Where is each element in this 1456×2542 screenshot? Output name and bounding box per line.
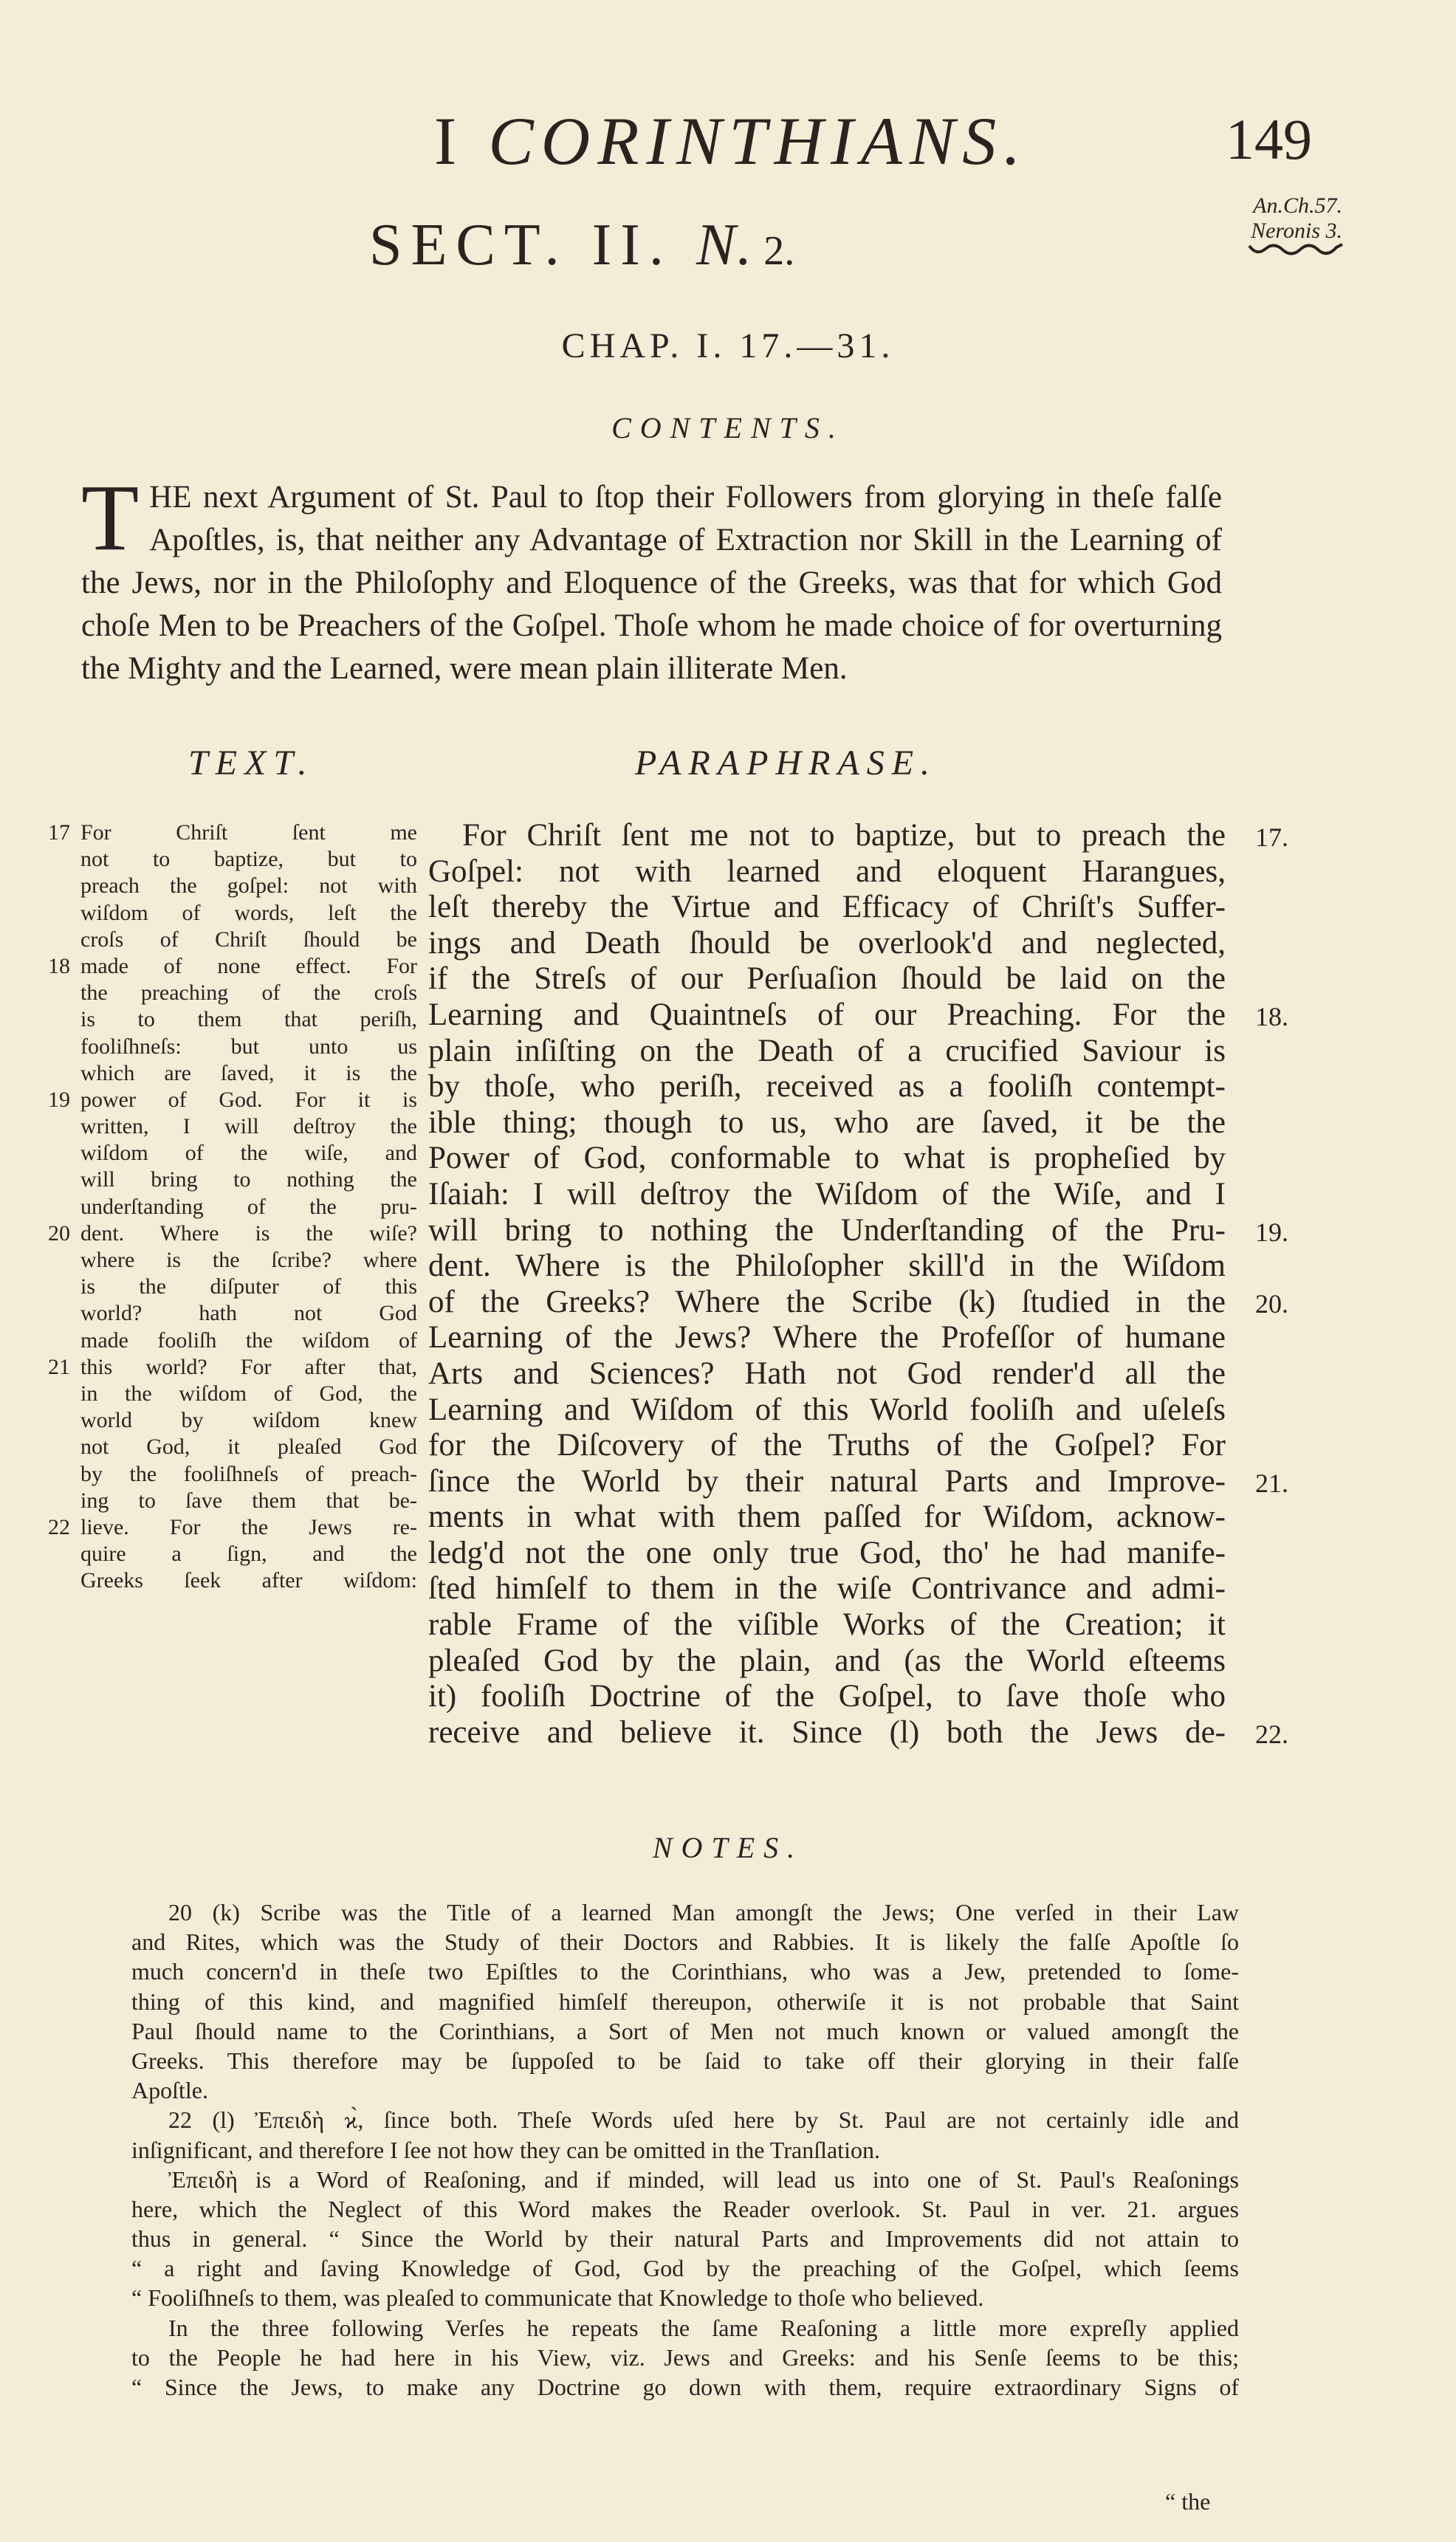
- text-line-content: ing to ſave them that be-: [80, 1488, 417, 1513]
- text-line-content: world by wiſdom knew: [80, 1408, 417, 1433]
- note-line: Apoſtle.: [131, 2077, 208, 2104]
- catchword: “ the: [1165, 2488, 1211, 2515]
- notes-column: [131, 1897, 1239, 2402]
- verse-number: [48, 1034, 80, 1060]
- verse-number: [48, 1567, 80, 1594]
- paraphrase-line: Goſpel: not with learned and eloquent Harangues,: [428, 853, 1226, 889]
- verse-number: [48, 1274, 80, 1300]
- note-line: much concern'd in theſe two Epiſtles to the Corinthians, who was a Jew, pretended to ſome-: [131, 1958, 1239, 1985]
- text-line: [48, 980, 417, 1006]
- verse-number: [48, 1434, 80, 1460]
- section-title: [369, 213, 795, 278]
- text-line: [48, 1514, 417, 1541]
- note-line: to the People he had here in his View, viz. Jews and Greeks: and his Senſe ſeems to be this;: [131, 2343, 1239, 2371]
- verse-number: [48, 1167, 80, 1193]
- note-line: 22 (l) Ἐπειδὴ ϰ̀, ſince both. Theſe Words uſed here by St. Paul are not certainly idle and: [168, 2106, 1239, 2134]
- running-head-prefix: I: [433, 103, 489, 179]
- paraphrase-line: plain inſiſting on the Death of a crucified Saviour is: [428, 1033, 1226, 1068]
- text-line-content: quire a ſign, and the: [80, 1542, 417, 1567]
- note-line: Greeks. This therefore may be ſuppoſed to be ſaid to take off their glorying in their falſe: [131, 2047, 1239, 2074]
- text-line: [48, 1461, 417, 1488]
- text-line: [48, 1354, 417, 1381]
- text-line: [48, 900, 417, 927]
- chapter-title: CHAP. I. 17.—31.: [561, 326, 895, 365]
- verse-number: [48, 1006, 80, 1033]
- paraphrase-line: leſt thereby the Virtue and Efficacy of Chriſt's Suffer-: [428, 890, 1226, 925]
- text-line: [48, 1434, 417, 1460]
- scripture-text-column: [48, 820, 417, 1594]
- verse-number: 21: [48, 1354, 70, 1379]
- paraphrase-line: ſince the World by their natural Parts and Improve-: [428, 1463, 1226, 1499]
- verse-number: [48, 1247, 80, 1274]
- note-line: 20 (k) Scribe was the Title of a learned Man amongſt the Jews; One verſed in their Law: [168, 1899, 1239, 1926]
- paraphrase-line: pleaſed God by the plain, and (as the World eſteems: [428, 1643, 1226, 1678]
- text-line: [48, 1140, 417, 1167]
- section-title-num: 2.: [753, 228, 795, 274]
- paraphrase-line: For Chriſt ſent me not to baptize, but to preach the: [462, 818, 1226, 853]
- note-line: here, which the Neglect of this Word makes the Reader overlook. St. Paul in ver. 21. argues: [131, 2195, 1239, 2222]
- contents-summary: [81, 465, 1222, 690]
- contents-text: HE next Argument of St. Paul to ſtop their Followers from glorying in theſe falſe Apoſtles, is, that neither any Advantage of Extraction nor Skill in the Learning of the Jews, nor in the Philoſophy and Eloquence of the Greeks, was that for which God choſe Men to be Preachers of the Goſpel. Thoſe whom he made choice of for overturning the Mighty and the Learned, were mean plain illiterate Men.: [81, 480, 1222, 686]
- text-line-content: croſs of Chriſt ſhould be: [80, 927, 417, 952]
- verse-number: [48, 1407, 80, 1434]
- paraphrase-line: it) fooliſh Doctrine of the Goſpel, to ſave thoſe who: [428, 1679, 1226, 1714]
- note-line: Ἐπειδὴ is a Word of Reaſoning, and if minded, will lead us into one of St. Paul's Reaſonings: [168, 2165, 1239, 2193]
- text-line-content: world? hath not God: [80, 1301, 417, 1326]
- paraphrase-line: Learning of the Jews? Where the Profeſſor of humane: [428, 1320, 1226, 1356]
- verse-number: [48, 1140, 80, 1167]
- verse-number: [48, 1381, 80, 1407]
- paraphrase-line: ſted himſelf to them in the wiſe Contrivance and admi-: [428, 1571, 1226, 1607]
- paraphrase-line: ings and Death ſhould be overlook'd and neglected,: [428, 925, 1226, 961]
- margin-verse-number: 20.: [1255, 1288, 1288, 1319]
- text-line: [48, 1087, 417, 1113]
- paraphrase-line: if the Streſs of our Perſuaſion ſhould be laid on the: [428, 961, 1226, 997]
- text-line: [48, 1327, 417, 1354]
- note-line: thing of this kind, and magnified himſelf thereupon, otherwiſe it is not probable that Saint: [131, 1988, 1239, 2015]
- text-line: [48, 820, 417, 846]
- verse-number: [48, 846, 80, 873]
- note-line: thus in general. “ Since the World by their natural Parts and Improvements did not attain to: [131, 2225, 1239, 2253]
- paraphrase-line: Learning and Quaintneſs of our Preaching. For the: [428, 997, 1226, 1032]
- paraphrase-line: dent. Where is the Philoſopher skill'd in the Wiſdom: [428, 1248, 1226, 1284]
- paraphrase-line: ledg'd not the one only true God, tho' he had manife-: [428, 1535, 1226, 1570]
- text-line-content: in the wiſdom of God, the: [80, 1381, 417, 1406]
- text-line-content: is the diſputer of this: [80, 1274, 417, 1299]
- text-line-content: made fooliſh the wiſdom of: [80, 1327, 417, 1353]
- page-number: 149: [1226, 107, 1312, 171]
- text-line: [48, 1113, 417, 1140]
- text-line: [48, 1488, 417, 1514]
- text-line: [48, 846, 417, 873]
- verse-number: [48, 980, 80, 1006]
- text-line-content: fooliſhneſs: but unto us: [80, 1034, 417, 1059]
- text-line: [48, 1541, 417, 1567]
- text-line-content: which are ſaved, it is the: [80, 1060, 417, 1085]
- text-line-content: Greeks ſeek after wiſdom:: [80, 1568, 417, 1593]
- paraphrase-line: Iſaiah: I will deſtroy the Wiſdom of the Wiſe, and I: [428, 1176, 1226, 1212]
- text-line: [48, 1567, 417, 1594]
- note-line: “ Since the Jews, to make any Doctrine go down with them, require extraordinary Signs of: [131, 2374, 1239, 2400]
- text-line: [48, 1034, 417, 1060]
- margin-date: [1224, 193, 1342, 244]
- verse-number: [48, 1060, 80, 1087]
- text-line-content: lieve. For the Jews re-: [80, 1514, 417, 1539]
- verse-number: [48, 1488, 80, 1514]
- text-line: [48, 1167, 417, 1193]
- text-line-content: the preaching of the croſs: [80, 980, 417, 1006]
- verse-number: [48, 900, 80, 927]
- note-line: “ Fooliſhneſs to them, was pleaſed to communicate that Knowledge to thoſe who believed.: [131, 2284, 984, 2312]
- verse-number: [48, 1541, 80, 1567]
- running-head: [310, 103, 1152, 179]
- paraphrase-line: ible thing; though to us, who are ſaved, it be the: [428, 1105, 1226, 1140]
- text-line-content: underſtanding of the pru-: [80, 1194, 417, 1219]
- text-line: [48, 1300, 417, 1327]
- notes-heading: NOTES.: [652, 1831, 804, 1864]
- text-line: [48, 1274, 417, 1300]
- text-line: [48, 927, 417, 953]
- paraphrase-line: receive and believe it. Since (l) both the Jews de-: [428, 1714, 1226, 1750]
- verse-number: [48, 1194, 80, 1220]
- text-line-content: For Chriſt ſent me: [80, 820, 417, 845]
- paraphrase-line: will bring to nothing the Underſtanding of the Pru-: [428, 1212, 1226, 1248]
- paraphrase-line: Arts and Sciences? Hath not God render'd all the: [428, 1356, 1226, 1391]
- text-line-content: by the fooliſhneſs of preach-: [80, 1461, 417, 1486]
- section-title-sub: N.: [696, 213, 754, 278]
- text-line-content: this world? For after that,: [80, 1354, 417, 1379]
- paraphrase-line: Power of God, conformable to what is propheſied by: [428, 1141, 1226, 1176]
- text-line-content: made of none effect. For: [80, 953, 417, 978]
- verse-number: [48, 1113, 80, 1140]
- margin-date-year: An.Ch.57.: [1253, 193, 1342, 218]
- text-line-content: wiſdom of the wiſe, and: [80, 1141, 417, 1166]
- text-line: [48, 1407, 417, 1434]
- text-line-content: not to baptize, but to: [80, 847, 417, 872]
- note-line: inſignificant, and therefore I ſee not how they can be omitted in the Tranſlation.: [131, 2136, 880, 2163]
- text-line-content: written, I will deſtroy the: [80, 1114, 417, 1139]
- margin-verse-number: 22.: [1255, 1720, 1288, 1749]
- text-line-content: power of God. For it is: [80, 1087, 417, 1112]
- paraphrase-line: ments in what with them paſſed for Wiſdom, acknow-: [428, 1500, 1226, 1535]
- paraphrase-heading: PARAPHRASE.: [635, 743, 938, 783]
- text-line-content: dent. Where is the wiſe?: [80, 1220, 417, 1246]
- note-line: “ a right and ſaving Knowledge of God, God by the preaching of the Goſpel, which ſeems: [131, 2255, 1239, 2282]
- note-line: Paul ſhould name to the Corinthians, a Sort of Men not much known or valued amongſt the: [131, 2017, 1239, 2044]
- verse-number: [48, 1461, 80, 1488]
- margin-verse-number: 18.: [1255, 1002, 1288, 1031]
- text-line-content: is to them that periſh,: [80, 1007, 417, 1032]
- verse-number: 20: [48, 1220, 70, 1246]
- contents-heading: CONTENTS.: [611, 411, 845, 444]
- verse-number: [48, 1300, 80, 1327]
- text-line-content: will bring to nothing the: [80, 1167, 417, 1192]
- verse-number: 19: [48, 1087, 70, 1112]
- margin-verse-number: 19.: [1255, 1217, 1288, 1247]
- verse-number: [48, 1327, 80, 1354]
- verse-number: [48, 927, 80, 953]
- margin-verse-number: 17.: [1255, 822, 1288, 852]
- text-line: [48, 1381, 417, 1407]
- note-line: and Rites, which was the Study of their Doctors and Rabbies. It is likely the falſe Apoſtle ſo: [131, 1928, 1239, 1956]
- text-line-content: where is the ſcribe? where: [80, 1248, 417, 1272]
- paraphrase-line: by thoſe, who periſh, received as a fooliſh contempt-: [428, 1069, 1226, 1105]
- text-heading: TEXT.: [188, 743, 315, 783]
- note-line: In the three following Verſes he repeats the ſame Reaſoning a little more expreſly applied: [168, 2314, 1239, 2341]
- drop-cap: T: [81, 465, 140, 570]
- flourish-ornament-icon: [1248, 240, 1344, 259]
- paraphrase-column: [428, 818, 1226, 1751]
- running-head-book: CORINTHIANS.: [488, 103, 1029, 179]
- section-title-main: SECT. II.: [369, 213, 696, 278]
- paraphrase-line: Learning and Wiſdom of this World fooliſh and uſeleſs: [428, 1392, 1226, 1427]
- paraphrase-line: rable Frame of the viſible Works of the Creation; it: [428, 1607, 1226, 1643]
- text-line-content: wiſdom of words, leſt the: [80, 900, 417, 925]
- margin-verse-number: 21.: [1255, 1468, 1288, 1498]
- text-line: [48, 1247, 417, 1274]
- text-line: [48, 1006, 417, 1033]
- text-line: [48, 873, 417, 899]
- text-line: [48, 1220, 417, 1247]
- margin-date-reign: Neronis 3.: [1251, 219, 1342, 243]
- paraphrase-line: for the Diſcovery of the Truths of the Goſpel? For: [428, 1428, 1226, 1463]
- text-line: [48, 1060, 417, 1087]
- verse-number: [48, 873, 80, 899]
- text-line-content: preach the goſpel: not with: [80, 873, 417, 899]
- verse-number: 22: [48, 1514, 70, 1539]
- text-line: [48, 953, 417, 980]
- verse-number: 17: [48, 820, 70, 845]
- text-line-content: not God, it pleaſed God: [80, 1435, 417, 1460]
- verse-number: 18: [48, 953, 70, 978]
- text-line: [48, 1194, 417, 1220]
- paraphrase-line: of the Greeks? Where the Scribe (k) ſtudied in the: [428, 1284, 1226, 1319]
